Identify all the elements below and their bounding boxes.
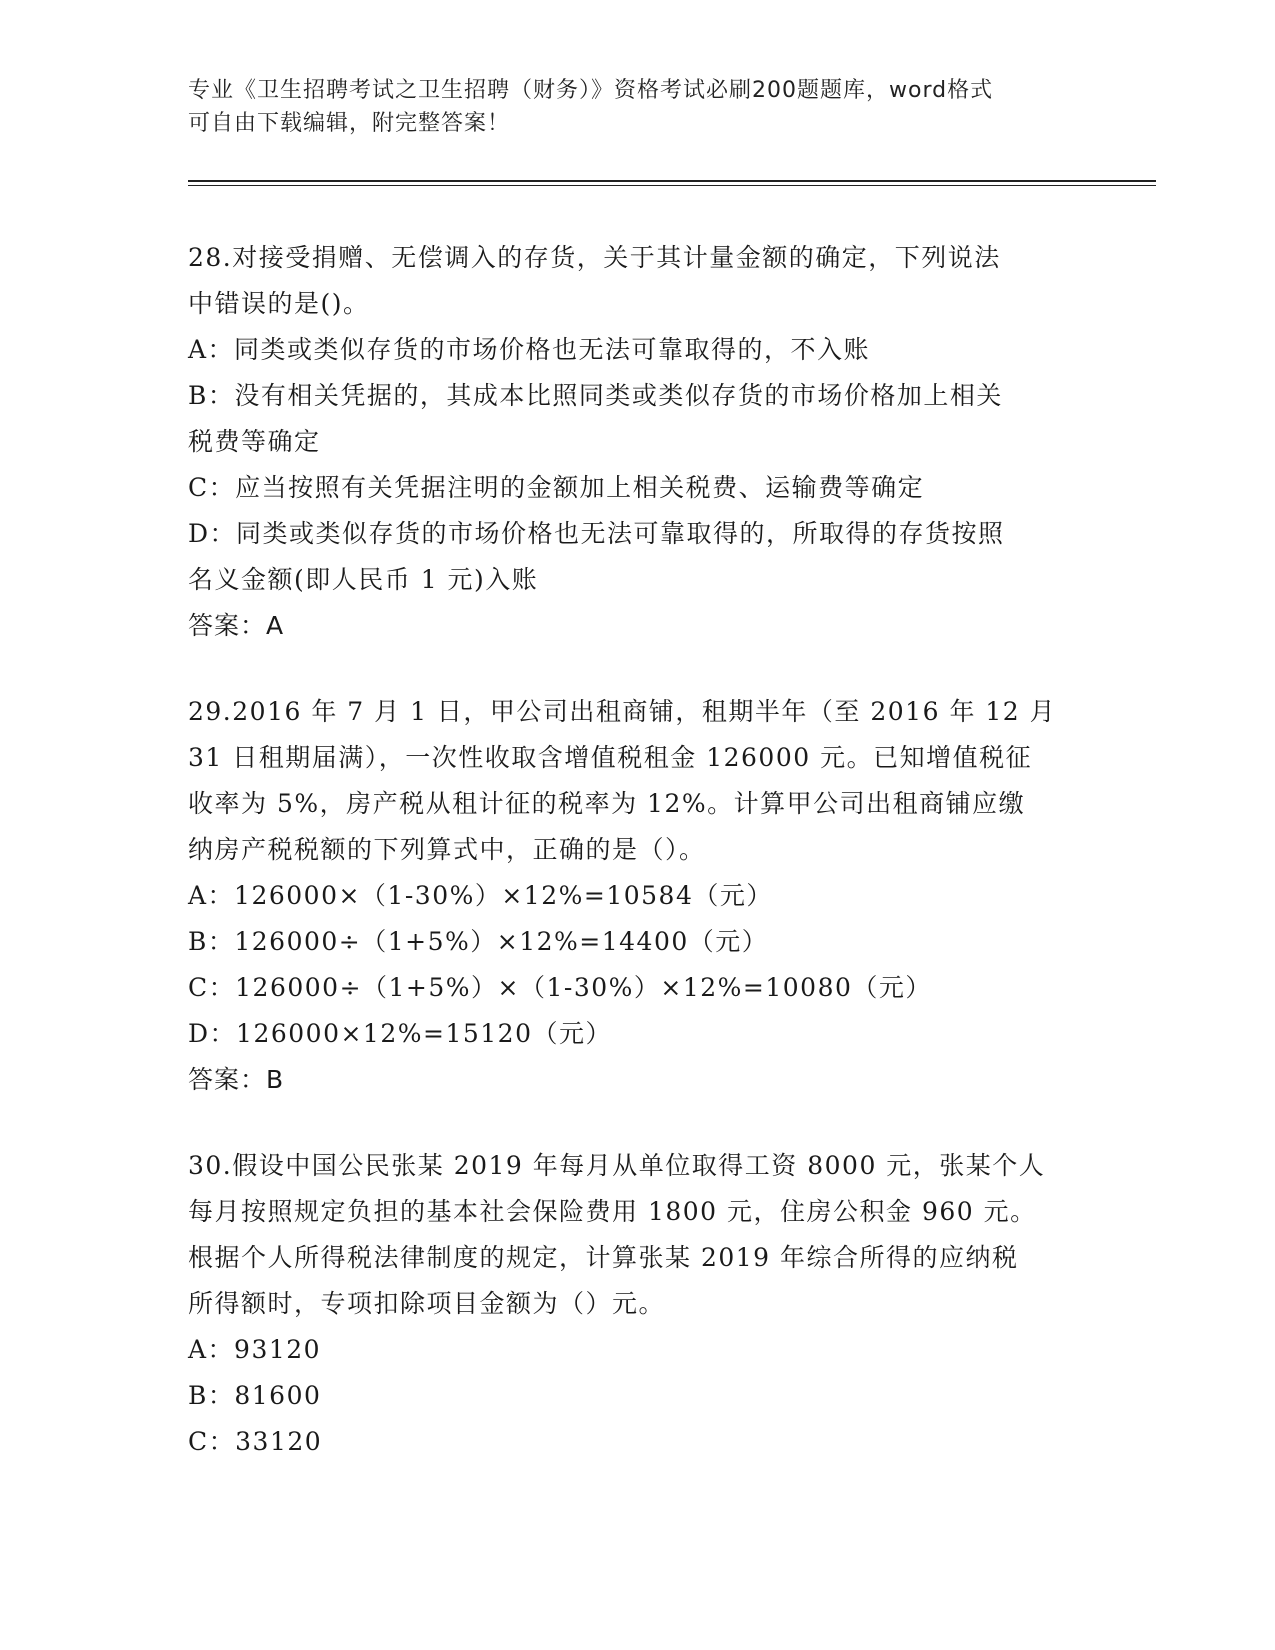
option-b-continued: 税费等确定 <box>188 427 321 456</box>
option-a: A：126000×（1-30%）×12%=10584（元） <box>188 881 773 910</box>
question-29 <box>188 689 1088 1103</box>
header-divider-thin <box>188 185 1156 186</box>
option-d: D：同类或类似存货的市场价格也无法可靠取得的，所取得的存货按照 <box>188 519 1005 548</box>
question-stem-line: 所得额时，专项扣除项目金额为（）元。 <box>188 1289 666 1318</box>
option-b: B：没有相关凭据的，其成本比照同类或类似存货的市场价格加上相关 <box>188 381 1003 410</box>
question-stem-line: 根据个人所得税法律制度的规定，计算张某 2019 年综合所得的应纳税 <box>188 1243 1019 1272</box>
question-stem-line: 29.2016 年 7 月 1 日，甲公司出租商铺，租期半年（至 2016 年 12 月 <box>188 697 1057 726</box>
question-stem-line: 纳房产税税额的下列算式中，正确的是（）。 <box>188 835 706 864</box>
option-a: A：93120 <box>188 1335 322 1364</box>
question-30 <box>188 1143 1088 1465</box>
option-d-continued: 名义金额(即人民币 1 元)入账 <box>188 565 539 594</box>
answer-label: 答案：A <box>188 611 285 640</box>
header-divider <box>188 180 1156 182</box>
option-b: B：126000÷（1+5%）×12%=14400（元） <box>188 927 769 956</box>
option-c: C：应当按照有关凭据注明的金额加上相关税费、运输费等确定 <box>188 473 925 502</box>
question-stem-line: 每月按照规定负担的基本社会保险费用 1800 元，住房公积金 960 元。 <box>188 1197 1037 1226</box>
header-line: 专业《卫生招聘考试之卫生招聘（财务）》资格考试必刷200题题库，word格式 <box>188 78 994 103</box>
question-28 <box>188 235 1088 649</box>
document-header <box>188 74 1088 140</box>
question-stem-line: 30.假设中国公民张某 2019 年每月从单位取得工资 8000 元，张某个人 <box>188 1151 1046 1180</box>
option-c: C：33120 <box>188 1427 323 1456</box>
option-d: D：126000×12%=15120（元） <box>188 1019 612 1048</box>
question-stem-line: 31 日租期届满），一次性收取含增值税租金 126000 元。已知增值税征 <box>188 743 1033 772</box>
header-line: 可自由下载编辑，附完整答案！ <box>188 111 511 136</box>
answer-label: 答案：B <box>188 1065 285 1094</box>
question-stem-line: 28.对接受捐赠、无偿调入的存货，关于其计量金额的确定，下列说法 <box>188 243 1001 272</box>
option-b: B：81600 <box>188 1381 322 1410</box>
question-stem-line: 中错误的是()。 <box>188 289 370 318</box>
option-c: C：126000÷（1+5%）×（1-30%）×12%=10080（元） <box>188 973 932 1002</box>
option-a: A：同类或类似存货的市场价格也无法可靠取得的，不入账 <box>188 335 871 364</box>
question-stem-line: 收率为 5%，房产税从租计征的税率为 12%。计算甲公司出租商铺应缴 <box>188 789 1026 818</box>
question-list <box>188 235 1088 1505</box>
